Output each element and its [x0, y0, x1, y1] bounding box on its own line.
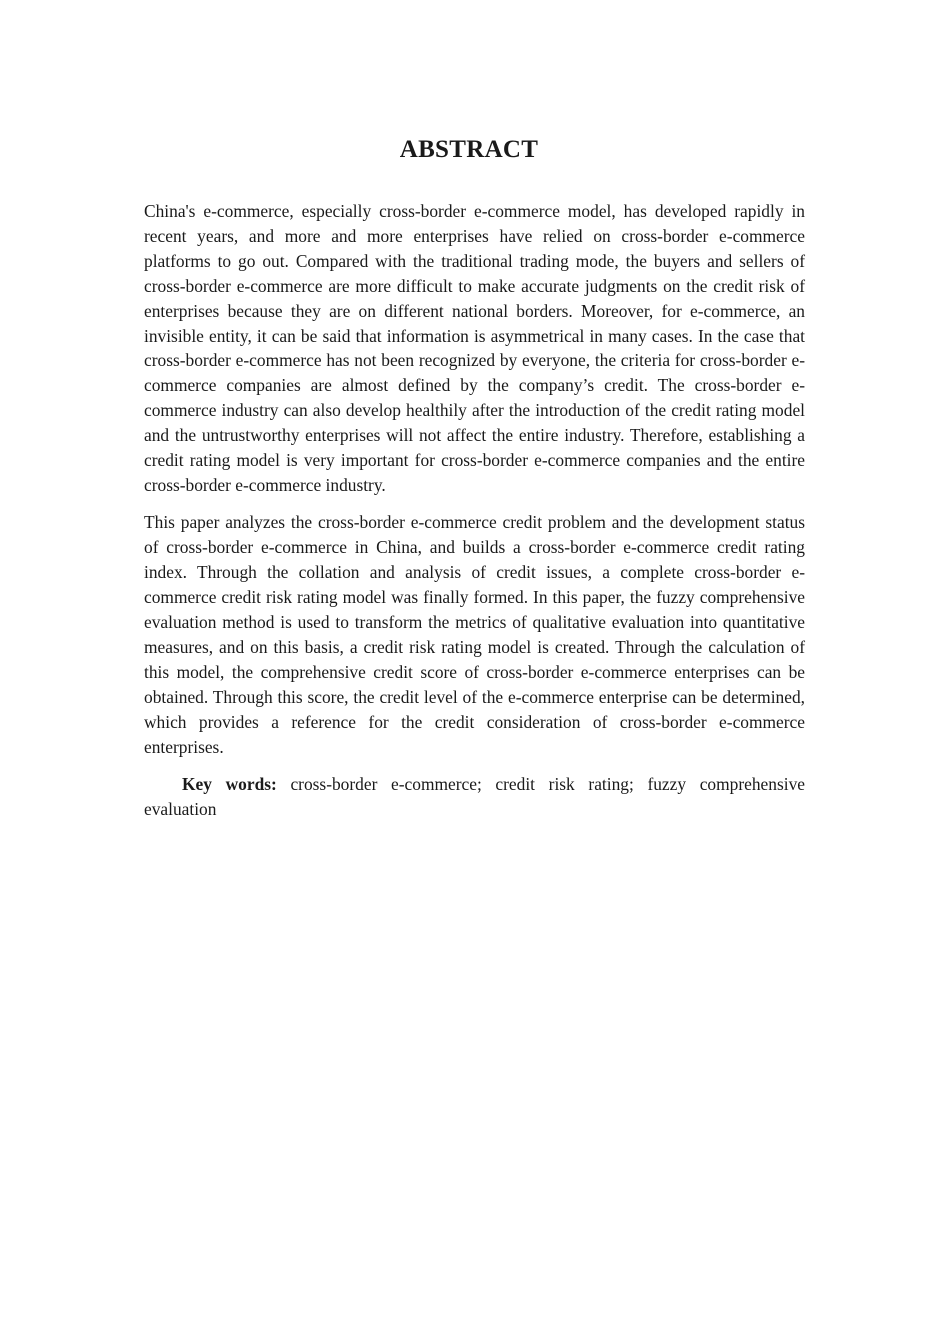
keywords-line: [144, 772, 805, 822]
abstract-title: ABSTRACT: [399, 136, 539, 163]
abstract-body: [144, 199, 805, 834]
abstract-paragraph-1: China's e-commerce, especially cross-border e-commerce model, has developed rapidly in recent years, and more and more enterprises have relied on cross-border e-commerce platforms to go out. Compared with the traditional trading mode, the buyers and sellers of cross-border e-commerce are more difficult to make accurate judgments on the credit risk of enterprises because they are on different national borders. Moreover, for e-commerce, an invisible entity, it can be said that information is asymmetrical in many cases. In the case that cross-border e-commerce has not been recognized by everyone, the criteria for cross-border e-commerce companies are almost defined by the company’s credit. The cross-border e-commerce industry can also develop healthily after the introduction of the credit rating model and the untrustworthy enterprises will not affect the entire industry. Therefore, establishing a credit rating model is very important for cross-border e-commerce companies and the entire cross-border e-commerce industry.: [144, 201, 805, 495]
abstract-paragraph-2: This paper analyzes the cross-border e-commerce credit problem and the development status of cross-border e-commerce in China, and builds a cross-border e-commerce credit rating index. Through the collation and analysis of credit issues, a complete cross-border e-commerce credit risk rating model was finally formed. In this paper, the fuzzy comprehensive evaluation method is used to transform the metrics of qualitative evaluation into quantitative measures, and on this basis, a credit risk rating model is created. Through the calculation of this model, the comprehensive credit score of cross-border e-commerce enterprises can be obtained. Through this score, the credit level of the e-commerce enterprise can be determined, which provides a reference for the credit consideration of cross-border e-commerce enterprises.: [144, 512, 805, 757]
keywords-label: Key words:: [182, 773, 277, 794]
keywords-text: cross-border e-commerce; credit risk rating; fuzzy comprehensive evaluation: [144, 773, 805, 819]
